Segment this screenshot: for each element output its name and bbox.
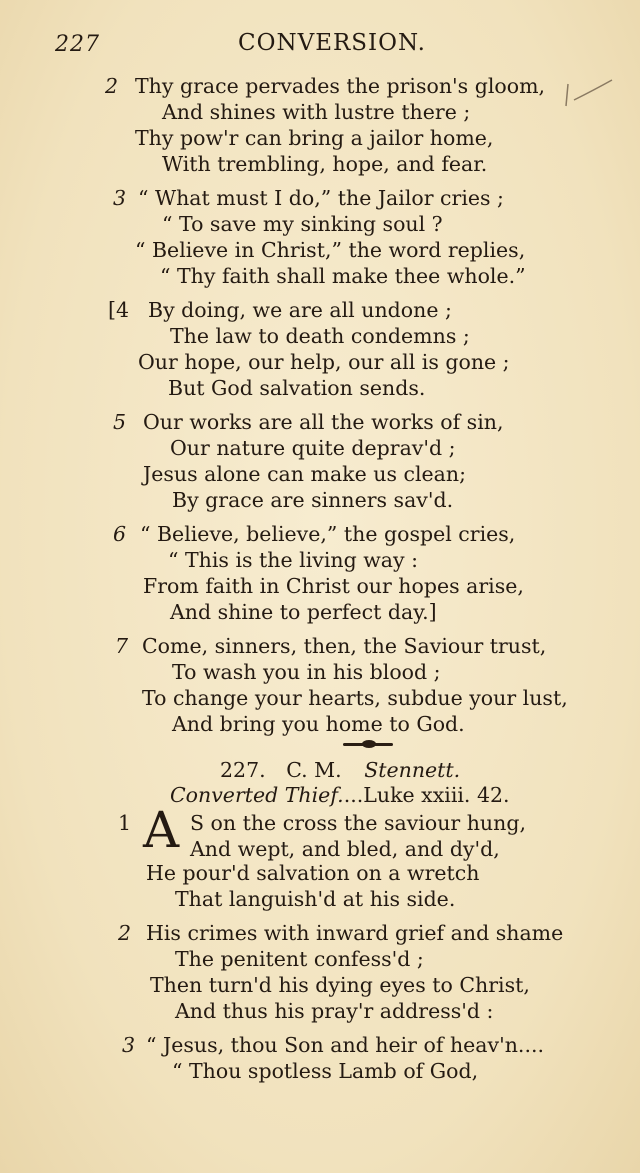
verse-line: With trembling, hope, and fear. — [162, 152, 488, 176]
verse-line: That languish'd at his side. — [175, 887, 456, 911]
drop-cap: A — [143, 801, 180, 859]
page-header — [0, 30, 640, 64]
verse-line: “ To save my sinking soul ? — [162, 212, 443, 236]
verse-line: And thus his pray'r address'd : — [175, 999, 494, 1023]
verse-line: To wash you in his blood ; — [172, 660, 441, 684]
verse-line: And wept, and bled, and dy'd, — [190, 837, 500, 861]
verse-line: By grace are sinners sav'd. — [172, 488, 454, 512]
verse-line: Our works are all the works of sin, — [143, 410, 504, 434]
verse-line: By doing, we are all undone ; — [148, 298, 452, 322]
hymn-number: 227. — [220, 758, 266, 782]
divider-ornament — [362, 740, 376, 748]
verse-line: Thy grace pervades the prison's gloom, — [135, 74, 546, 98]
verse-line: “ This is the living way : — [168, 548, 419, 572]
verse-line: Then turn'd his dying eyes to Christ, — [150, 973, 530, 997]
subtitle-title: Converted Thief. — [170, 783, 344, 807]
verse-line: But God salvation sends. — [168, 376, 426, 400]
verse-line: His crimes with inward grief and shame — [146, 921, 564, 945]
page-number: 227 — [55, 32, 100, 57]
verse-line: To change your hearts, subdue your lust, — [142, 686, 568, 710]
verse-line: “ Believe, believe,” the gospel cries, — [140, 522, 516, 546]
verse-line: From faith in Christ our hopes arise, — [143, 574, 524, 598]
verse-line: And bring you home to God. — [172, 712, 465, 736]
stanza-number: 2 — [105, 74, 119, 98]
stanza-number: 3 — [122, 1033, 136, 1057]
stanza-number: 6 — [113, 522, 127, 546]
hymn-subtitle — [170, 782, 510, 808]
verse-line: And shine to perfect day.] — [170, 600, 437, 624]
verse-line: He pour'd salvation on a wretch — [146, 861, 480, 885]
verse-line: “ Thy faith shall make thee whole.” — [160, 264, 526, 288]
verse-line: Come, sinners, then, the Saviour trust, — [142, 634, 547, 658]
stanza-number: 7 — [115, 634, 129, 658]
hymn-heading — [220, 757, 460, 783]
verse-line: Our nature quite deprav'd ; — [170, 436, 456, 460]
verse-line: S on the cross the saviour hung, — [190, 811, 526, 835]
verse-line: Thy pow'r can bring a jailor home, — [135, 126, 494, 150]
stanza-number: 5 — [113, 410, 127, 434]
verse-line: “ Thou spotless Lamb of God, — [172, 1059, 479, 1083]
verse-line: The penitent confess'd ; — [175, 947, 424, 971]
hymn-author: Stennett. — [364, 758, 461, 782]
verse-line: “ What must I do,” the Jailor cries ; — [138, 186, 504, 210]
verse-line: The law to death condemns ; — [170, 324, 470, 348]
verse-line: “ Believe in Christ,” the word replies, — [135, 238, 526, 262]
verse-line: Our hope, our help, our all is gone ; — [138, 350, 510, 374]
running-title: CONVERSION. — [238, 30, 426, 56]
stanza-number: 1 — [118, 811, 132, 835]
verse-line: “ Jesus, thou Son and heir of heav'n.... — [146, 1033, 544, 1057]
pencil-mark — [560, 72, 620, 112]
stanza-number: [4 — [108, 298, 130, 322]
stanza-number: 3 — [113, 186, 127, 210]
stanza-number: 2 — [118, 921, 132, 945]
hymn-meter: C. M. — [286, 758, 342, 782]
verse-line: And shines with lustre there ; — [162, 100, 471, 124]
verse-line: Jesus alone can make us clean; — [143, 462, 466, 486]
scripture-reference: ...Luke xxiii. 42. — [343, 783, 510, 807]
